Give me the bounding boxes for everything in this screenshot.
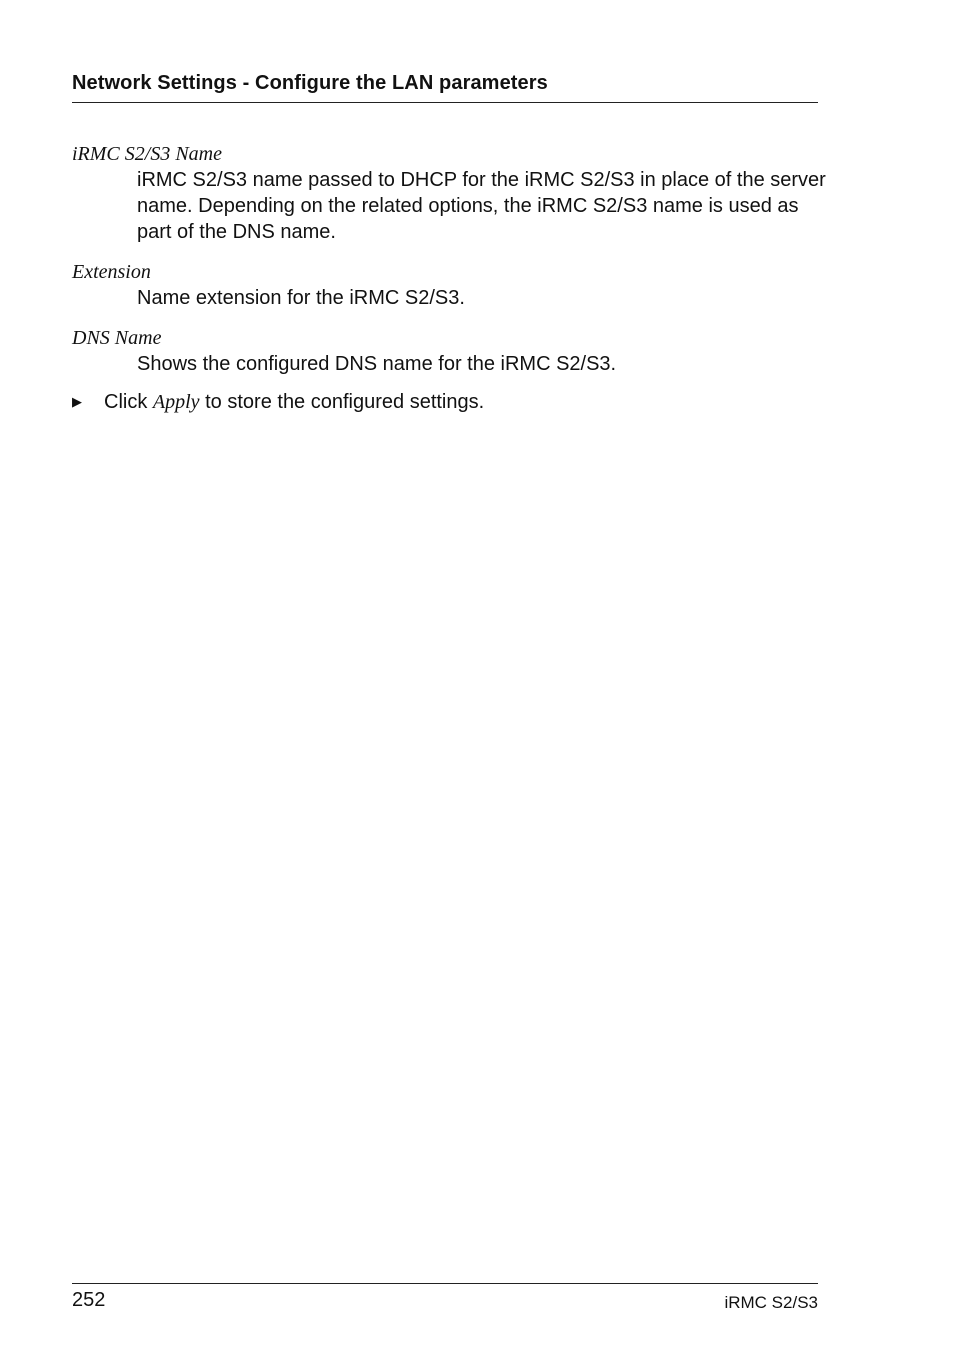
right-triangle-icon: ▶ bbox=[72, 394, 82, 409]
step-suffix: to store the configured settings. bbox=[205, 391, 485, 413]
term-irmc-name: iRMC S2/S3 Name bbox=[72, 143, 222, 165]
page-number: 252 bbox=[72, 1289, 106, 1311]
apply-reference: Apply bbox=[152, 391, 200, 413]
description-extension: Name extension for the iRMC S2/S3. bbox=[137, 287, 465, 309]
description-dns-name: Shows the configured DNS name for the iRMC S2/S3. bbox=[137, 353, 617, 375]
page-title: Network Settings - Configure the LAN parameters bbox=[72, 72, 548, 94]
footer-product-name: iRMC S2/S3 bbox=[724, 1293, 818, 1312]
step-prefix: Click bbox=[104, 391, 148, 413]
instruction-step bbox=[72, 389, 484, 415]
term-extension: Extension bbox=[72, 261, 151, 283]
footer-divider bbox=[72, 1283, 818, 1284]
term-dns-name: DNS Name bbox=[72, 327, 162, 349]
header-divider bbox=[72, 102, 818, 103]
description-irmc-name: iRMC S2/S3 name passed to DHCP for the iRMC S2/S3 in place of the server name. Depending on the related options, the iRMC S2/S3 name is used as part of the DNS name. bbox=[137, 169, 826, 243]
